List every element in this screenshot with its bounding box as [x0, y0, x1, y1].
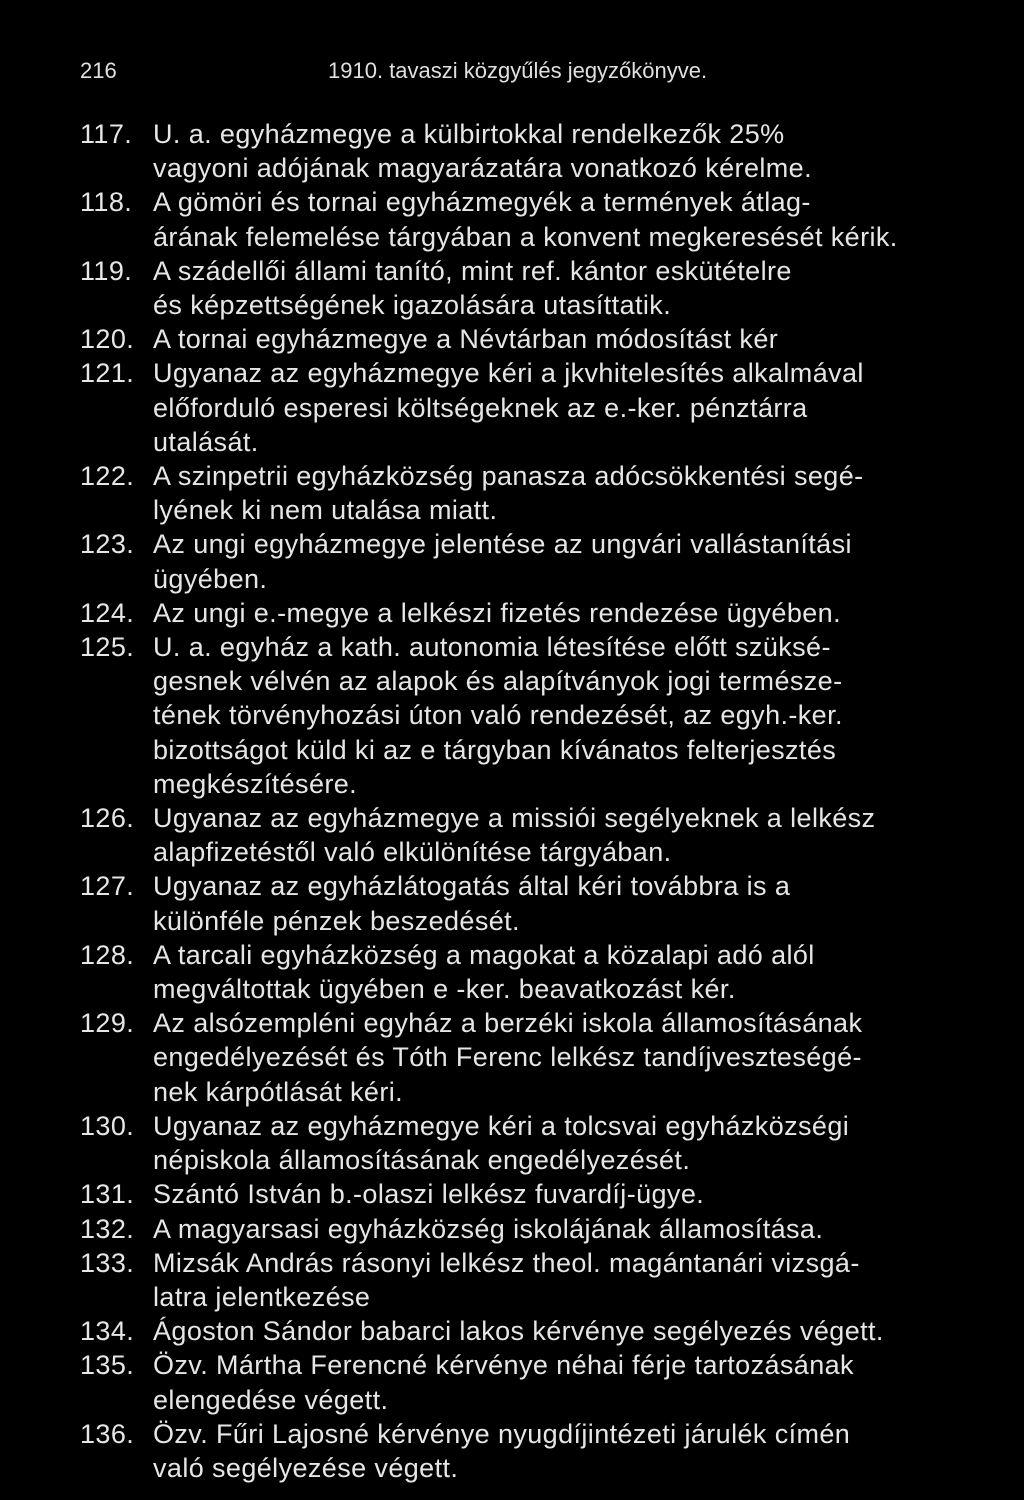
- list-item: [0, 527, 1024, 595]
- text-line: Az alsózempléni egyház a berzéki iskola államosításának: [153, 1008, 863, 1039]
- list-item: [0, 630, 1024, 801]
- text-line: ügyében.: [153, 563, 268, 594]
- text-line: A magyarsasi egyházközség iskolájának államosítása.: [153, 1213, 824, 1244]
- entry-text: [153, 1417, 953, 1485]
- entry-number: 118.: [80, 187, 133, 218]
- list-item: [0, 1006, 1024, 1109]
- text-line: A szádellői állami tanító, mint ref. kántor eskütételre: [153, 255, 792, 286]
- list-item: [0, 185, 1024, 253]
- text-line: latra jelentkezése: [153, 1281, 371, 1312]
- entry-text: [153, 1314, 953, 1348]
- entry-text: [153, 1212, 953, 1246]
- text-line: Ugyanaz az egyházmegye a missiói segélyeknek a lelkész: [153, 803, 876, 834]
- list-item: [0, 1314, 1024, 1348]
- entry-text: [153, 1246, 953, 1314]
- text-line: megkészítésére.: [153, 768, 358, 799]
- entry-text: [153, 869, 953, 937]
- entry-number: 135.: [80, 1350, 135, 1381]
- entry-text: [153, 596, 953, 630]
- text-line: vagyoni adójának magyarázatára vonatkozó kérelme.: [153, 153, 812, 184]
- text-line: Mizsák András rásonyi lelkész theol. magántanári vizsgá-: [153, 1247, 860, 1278]
- entry-text: [153, 322, 953, 356]
- entry-text: [153, 938, 953, 1006]
- text-line: Ugyanaz az egyházlátogatás által kéri továbbra is a: [153, 871, 791, 902]
- entry-number: 132.: [80, 1213, 135, 1244]
- entry-text: [153, 1177, 953, 1211]
- text-line: Özv. Mártha Ferencné kérvénye néhai férje tartozásának: [153, 1350, 854, 1381]
- list-item: [0, 1246, 1024, 1314]
- text-line: A tornai egyházmegye a Névtárban módosítást kér: [153, 324, 779, 355]
- entry-text: [153, 801, 953, 869]
- entry-number: 117.: [80, 119, 133, 149]
- text-line: A szinpetrii egyházközség panasza adócsökkentési segé-: [153, 461, 864, 492]
- text-line: előforduló esperesi költségeknek az e.-ker. pénztárra: [153, 392, 808, 423]
- list-item: [0, 1177, 1024, 1211]
- entry-number: 133.: [80, 1247, 135, 1278]
- entry-number: 125.: [80, 632, 135, 663]
- text-line: való segélyezése végett.: [153, 1452, 459, 1483]
- text-line: lyének ki nem utalása miatt.: [153, 495, 498, 526]
- entry-text: [153, 1006, 953, 1109]
- entry-number: 127.: [80, 871, 135, 902]
- list-item: [0, 117, 1024, 185]
- text-line: engedélyezését és Tóth Ferenc lelkész tandíjveszteségé-: [153, 1042, 862, 1073]
- list-item: [0, 322, 1024, 356]
- text-line: árának felemelése tárgyában a konvent megkeresését kérik.: [153, 221, 898, 252]
- entry-number: 123.: [80, 529, 135, 560]
- entry-list: [0, 117, 1024, 1485]
- text-line: nek kárpótlását kéri.: [153, 1076, 404, 1107]
- entry-text: [153, 356, 953, 459]
- entry-number: 134.: [80, 1316, 135, 1347]
- text-line: utalását.: [153, 426, 259, 457]
- text-line: tének törvényhozási úton való rendezését, az egyh.-ker.: [153, 700, 843, 731]
- entry-text: [153, 527, 953, 595]
- text-line: népiskola államosításának engedélyezését.: [153, 1145, 691, 1176]
- entry-number: 119.: [80, 255, 133, 286]
- list-item: [0, 1212, 1024, 1246]
- list-item: [0, 938, 1024, 1006]
- entry-text: [153, 630, 953, 801]
- entry-number: 122.: [80, 461, 135, 492]
- page-header: [0, 58, 1024, 88]
- list-item: [0, 801, 1024, 869]
- entry-text: [153, 185, 953, 253]
- text-line: megváltottak ügyében e -ker. beavatkozást kér.: [153, 974, 736, 1005]
- list-item: [0, 1348, 1024, 1416]
- text-line: Özv. Fűri Lajosné kérvénye nyugdíjintézeti járulék címén: [153, 1418, 851, 1449]
- entry-text: [153, 254, 953, 322]
- entry-number: 129.: [80, 1008, 135, 1039]
- entry-number: 120.: [80, 324, 135, 355]
- list-item: [0, 1417, 1024, 1485]
- text-line: A gömöri és tornai egyházmegyék a termények átlag-: [153, 187, 811, 218]
- entry-number: 131.: [80, 1179, 135, 1210]
- entry-text: [153, 1109, 953, 1177]
- entry-number: 128.: [80, 939, 135, 970]
- text-line: elengedése végett.: [153, 1384, 389, 1415]
- text-line: Szántó István b.-olaszi lelkész fuvardíj-ügye.: [153, 1179, 705, 1210]
- entry-number: 124.: [80, 597, 135, 628]
- text-line: Ugyanaz az egyházmegye kéri a tolcsvai egyházközségi: [153, 1110, 850, 1141]
- entry-number: 136.: [80, 1418, 135, 1449]
- list-item: [0, 356, 1024, 459]
- entry-number: 130.: [80, 1110, 135, 1141]
- text-line: különféle pénzek beszedését.: [153, 905, 520, 936]
- entry-text: [153, 459, 953, 527]
- text-line: U. a. egyház a kath. autonomia létesítése előtt szüksé-: [153, 632, 831, 663]
- text-line: Ágoston Sándor babarci lakos kérvénye segélyezés végett.: [153, 1316, 884, 1347]
- text-line: Az ungi egyházmegye jelentése az ungvári vallástanítási: [153, 529, 852, 560]
- text-line: Az ungi e.-megye a lelkészi fizetés rendezése ügyében.: [153, 597, 841, 628]
- text-line: alapfizetéstől való elkülönítése tárgyában.: [153, 837, 672, 868]
- entry-number: 121.: [80, 358, 135, 389]
- text-line: bizottságot küld ki az e tárgyban kívánatos felterjesztés: [153, 734, 837, 765]
- list-item: [0, 459, 1024, 527]
- text-line: és képzettségének igazolására utasíttatik.: [153, 290, 672, 321]
- entry-text: [153, 117, 953, 185]
- page-number: 216: [80, 58, 117, 83]
- list-item: [0, 1109, 1024, 1177]
- list-item: [0, 869, 1024, 937]
- text-line: Ugyanaz az egyházmegye kéri a jkvhitelesítés alkalmával: [153, 358, 864, 389]
- list-item: [0, 596, 1024, 630]
- entry-number: 126.: [80, 803, 135, 834]
- running-title: 1910. tavaszi közgyűlés jegyzőkönyve.: [328, 58, 708, 83]
- text-line: gesnek vélvén az alapok és alapítványok jogi természe-: [153, 666, 843, 697]
- list-item: [0, 254, 1024, 322]
- text-line: U. a. egyházmegye a külbirtokkal rendelkezők 25%: [153, 119, 785, 149]
- text-line: A tarcali egyházközség a magokat a közalapi adó alól: [153, 939, 815, 970]
- entry-text: [153, 1348, 953, 1416]
